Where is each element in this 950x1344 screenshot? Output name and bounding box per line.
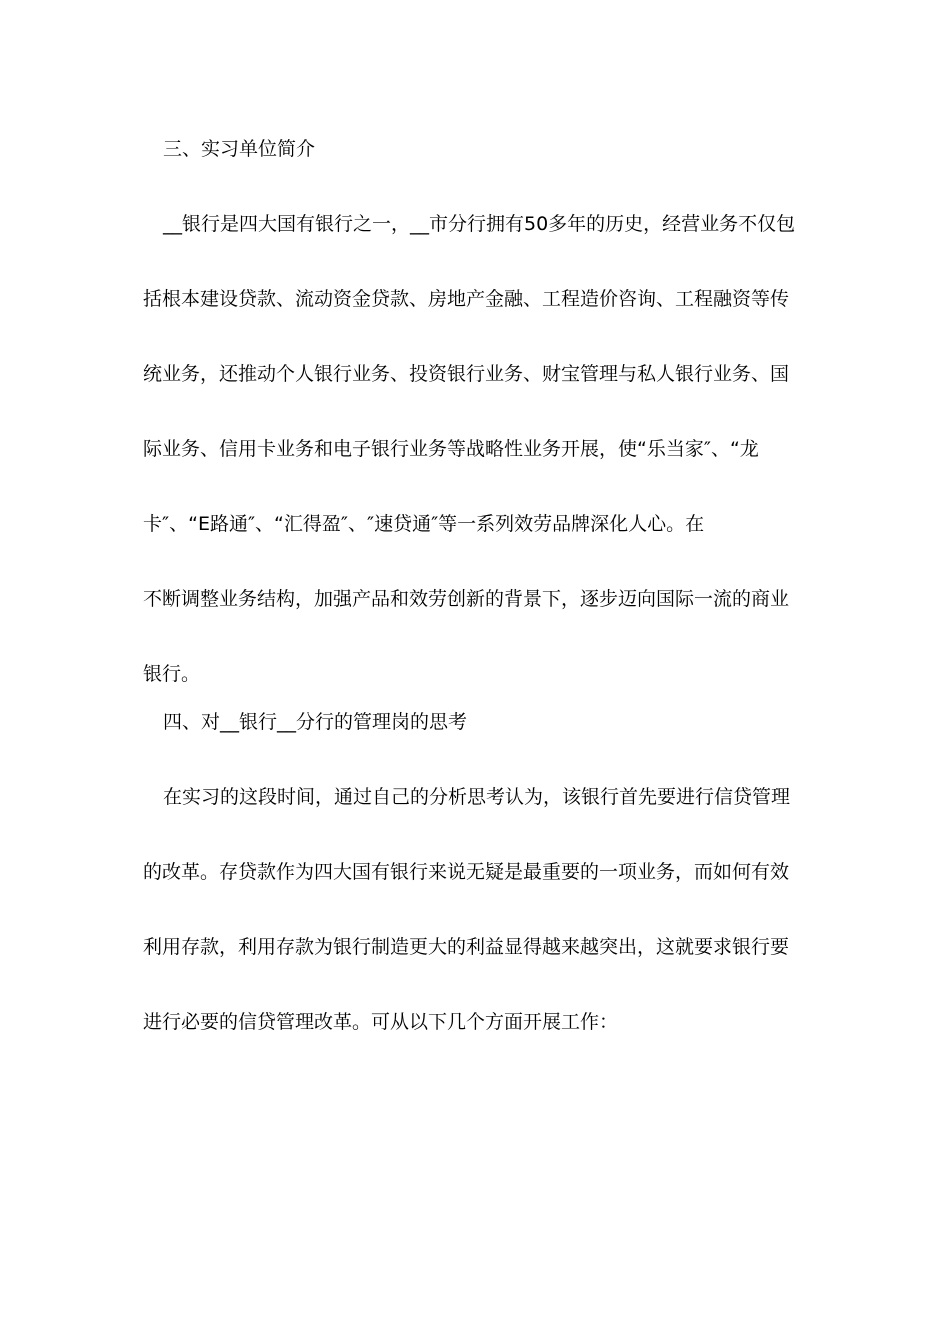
paragraph-line: 不断调整业务结构，加强产品和效劳创新的背景下，逐步迈向国际一流的商业	[143, 588, 790, 610]
section-3	[143, 112, 808, 712]
paragraph-line: 银行。	[143, 663, 201, 685]
paragraph-line: 的改革。存贷款作为四大国有银行来说无疑是最重要的一项业务，而如何有效	[143, 861, 790, 883]
paragraph-line: 际业务、信用卡业务和电子银行业务等战略性业务开展，使“乐当家″、“龙	[143, 438, 759, 460]
section-heading: 三、实习单位简介	[163, 138, 316, 160]
section-4	[143, 685, 808, 1060]
paragraph-line: 在实习的这段时间，通过自己的分析思考认为，该银行首先要进行信贷管理	[163, 786, 791, 808]
paragraph-line: 利用存款，利用存款为银行制造更大的利益显得越来越突出，这就要求银行要	[143, 936, 790, 958]
paragraph-line: 进行必要的信贷管理改革。可从以下几个方面开展工作：	[143, 1011, 619, 1033]
paragraph-line: __银行是四大国有银行之一，__市分行拥有50多年的历史，经营业务不仅包	[163, 213, 796, 235]
paragraph-line: 卡″、“E路通″、“汇得盈″、″速贷通″等一系列效劳品牌深化人心。在	[143, 513, 705, 535]
section-heading: 四、对__银行__分行的管理岗的思考	[163, 711, 468, 733]
paragraph-line: 括根本建设贷款、流动资金贷款、房地产金融、工程造价咨询、工程融资等传	[143, 288, 790, 310]
paragraph-line: 统业务，还推动个人银行业务、投资银行业务、财宝管理与私人银行业务、国	[143, 363, 790, 385]
